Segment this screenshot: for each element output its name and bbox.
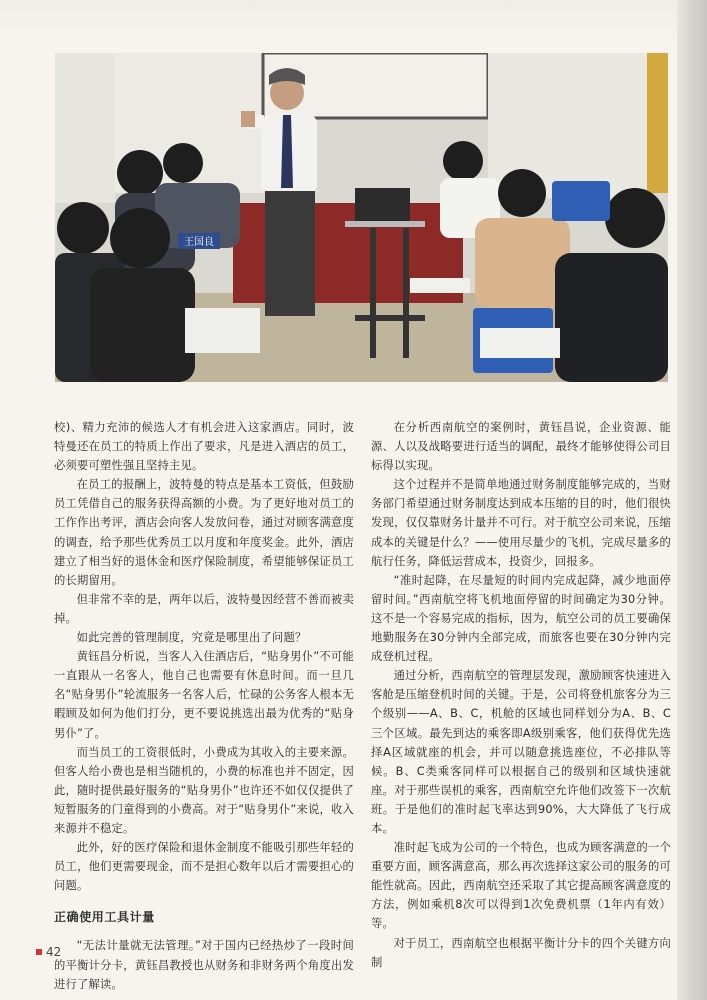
left-paragraph-4: 如此完善的管理制度，究竟是哪里出了问题？ bbox=[76, 631, 307, 645]
left-paragraph-2: 在员工的报酬上，波特曼的特点是基本工资低，但鼓励员工凭借自己的服务获得高额的小费。为了更好地对员工的工作作出考评，酒店会向客人发放问卷，通过对顾客满意度的调查，给予那些优秀员工以月度和年度奖金。此外，酒店建立了相当好的退休金和医疗保险制度，希望能够保证员工的长期留用。 bbox=[54, 478, 354, 587]
top-band bbox=[0, 0, 677, 40]
left-paragraph-8: “无法计量就无法管理。”对于国内已经热炒了一段时间的平衡计分卡，黄钰昌教授也从财务和非财务两个角度出发进行了解读。 bbox=[54, 939, 354, 991]
left-paragraph-1: 校)、精力充沛的候选人才有机会进入这家酒店。同时，波特曼还在员工的特质上作出了要求，凡是进入酒店的员工，必须要可塑性强且坚持主见。 bbox=[54, 421, 354, 473]
left-paragraph-7: 此外，好的医疗保险和退休金制度不能吸引那些年轻的员工，他们更需要现金，而不是担心数年以后才需要担心的问题。 bbox=[54, 841, 354, 893]
left-paragraph-3: 但非常不幸的是，两年以后，波特曼因经营不善而被卖掉。 bbox=[54, 592, 354, 625]
nameplate-text: 王国良 bbox=[184, 237, 214, 248]
right-paragraph-5: 准时起飞成为公司的一个特色，也成为顾客满意的一个重要方面，顾客满意高，那么再次选择这家公司的服务的可能性就高。因此，西南航空还采取了其它提高顾客满意度的方法，例如乘机8次可以得到1次免费机票（1年内有效）等。 bbox=[371, 841, 671, 931]
left-paragraph-6: 而当员工的工资很低时，小费成为其收入的主要来源。但客人给小费也是相当随机的，小费的标准也并不固定，因此，随时提供最好服务的“贴身男仆”也许还不如仅仅提供了短暂服务的门童得到的小费高。对于“贴身男仆”来说，收入来源并不稳定。 bbox=[54, 745, 354, 835]
right-paragraph-1: 在分析西南航空的案例时，黄钰昌说，企业资源、能源、人以及战略要进行适当的调配，最终才能够使得公司目标得以实现。 bbox=[371, 421, 671, 473]
right-paragraph-2: 这个过程并不是简单地通过财务制度能够完成的，当财务部门希望通过财务制度达到成本压缩的目的时，他们很快发现，仅仅靠财务计量并不可行。对于航空公司来说，压缩成本的关键是什么？——使用尽量少的飞机，完成尽量多的航行任务，降低运营成本，投资少，回报多。 bbox=[371, 478, 671, 568]
left-column bbox=[54, 418, 354, 994]
lecture-photo bbox=[55, 53, 668, 382]
section-heading: 正确使用工具计量 bbox=[54, 910, 155, 925]
right-paragraph-6: 对于员工，西南航空也根据平衡计分卡的四个关键方向制 bbox=[371, 936, 671, 969]
right-paragraph-4: 通过分析，西南航空的管理层发现，激励顾客快速进入客舱是压缩登机时间的关键。于是，公司将登机旅客分为三个级别——A、B、C，机舱的区域也同样划分为A、B、C三个区域。最先到达的乘客即A级别乘客，他们获得优先选择A区域就座的机会，并可以随意挑选座位，不必排队等候。B、C类乘客同样可以根据自己的级别和区域快速就座。对于那些误机的乘客，西南航空允许他们改签下一次航班。于是他们的准时起飞率达到90%，大大降低了飞行成本。 bbox=[371, 669, 671, 835]
right-paragraph-3: “准时起降，在尽量短的时间内完成起降，减少地面停留时间。”西南航空将飞机地面停留的时间确定为30分钟。这不是一个容易完成的指标，因为，航空公司的员工要确保地勤服务在30分钟内全部完成，而旅客也要在30分钟内完成登机过程。 bbox=[371, 573, 671, 664]
page-gutter bbox=[677, 0, 707, 1000]
right-column bbox=[371, 418, 671, 972]
left-paragraph-5: 黄钰昌分析说，当客人入住酒店后，“贴身男仆”不可能一直跟从一名客人，他自己也需要有休息时间。而一旦几名“贴身男仆”轮流服务一名客人后，忙碌的公务客人根本无暇顾及如何为他们打分，更不要说挑选出最为优秀的“贴身男仆”了。 bbox=[54, 650, 354, 740]
page-number bbox=[36, 945, 61, 959]
page-marker-icon bbox=[36, 949, 42, 955]
page-number-text: 42 bbox=[46, 945, 62, 959]
